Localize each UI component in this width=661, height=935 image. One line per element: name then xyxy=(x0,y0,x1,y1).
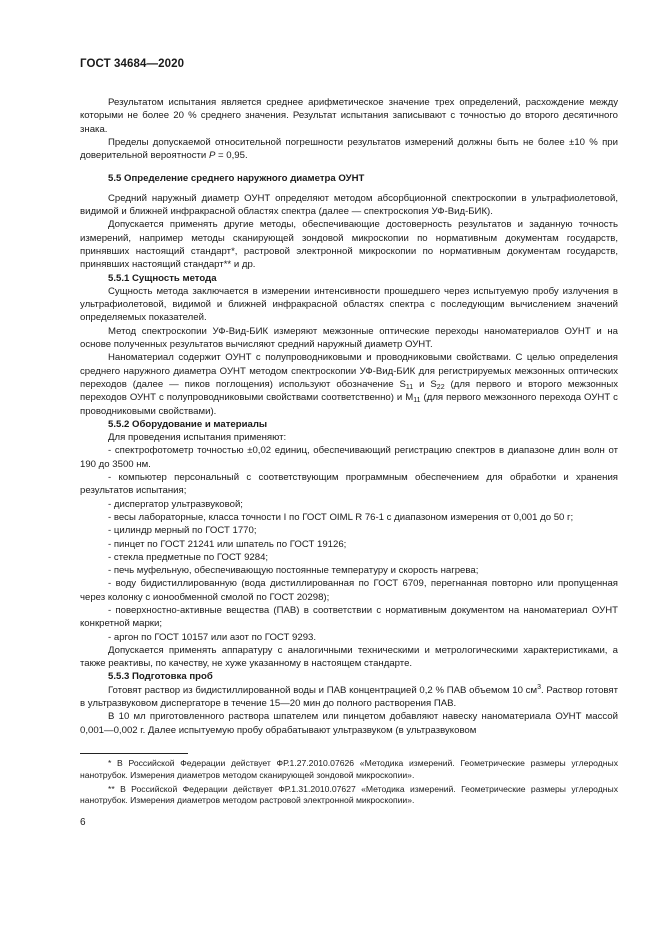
section-heading-5-5: 5.5 Определение среднего наружного диаметра ОУНТ xyxy=(108,173,365,185)
probability-variable: P xyxy=(208,150,216,162)
superscript-cm3: 3 xyxy=(537,683,541,691)
section-heading-5-5-2: 5.5.2 Оборудование и материалы xyxy=(108,418,268,430)
document-header: ГОСТ 34684—2020 xyxy=(80,58,185,70)
section-heading-5-5-3: 5.5.3 Подготовка проб xyxy=(108,671,213,683)
paragraph-sample-prep: В 10 мл приготовленного раствора шпателем или пинцетом добавляют навеску наноматериала ОУНТ массой 0,001—0,002 г. Далее испытуемую пробу обрабатывают ультразвуком (в ультразвуковом xyxy=(80,711,618,736)
equipment-item: - пинцет по ГОСТ 21241 или шпатель по ГОСТ 19126; xyxy=(108,538,347,550)
equipment-item: - стекла предметные по ГОСТ 9284; xyxy=(108,551,269,563)
nanomaterial-text-c: (для первого и второго межзонных переходов ОУНТ с полупроводниковыми свойствами соответственно) и M xyxy=(80,378,619,404)
solution-prep-text-b: . Раствор готовят в ультразвуковом диспергаторе в течение 15—20 мин до полного растворения ПАВ. xyxy=(80,684,618,710)
equipment-item: - весы лабораторные, класса точности I по ГОСТ OIML R 76-1 с диапазоном измерения от 0,001 до 50 г; xyxy=(108,511,574,523)
equipment-item: - спектрофотометр точностью ±0,02 единиц, обеспечивающий регистрацию спектров в диапазоне длин волн от 190 до 3500 нм. xyxy=(80,445,618,470)
equipment-item: - печь муфельную, обеспечивающую постоянные температуру и скорость нагрева; xyxy=(108,565,479,577)
footnote-1: * В Российской Федерации действует ФР.1.27.2010.07626 «Методика измерений. Геометрические размеры углеродных нанотрубок. Измерения диаметров методом сканирующей зондовой микроскопии». xyxy=(80,757,618,780)
section-heading-5-5-1: 5.5.1 Сущность метода xyxy=(108,272,217,284)
paragraph-method-definition: Средний наружный диаметр ОУНТ определяют методом абсорбционной спектроскопии в ультрафиолетовой, видимой и ближней инфракрасной областях спектра (далее — спектроскопия УФ-Вид-БИК). xyxy=(80,192,618,218)
paragraph-solution-prep xyxy=(80,684,618,711)
subscript-s22: 22 xyxy=(436,383,445,391)
nanomaterial-text-b: и S xyxy=(413,378,437,390)
equipment-item: - аргон по ГОСТ 10157 или азот по ГОСТ 9293. xyxy=(108,631,317,643)
error-limits-text: Пределы допускаемой относительной погрешности результатов измерений должны быть не более ±10 % при доверительной вероятности xyxy=(80,136,618,162)
nanomaterial-text-d: (для первого межзонного перехода ОУНТ с проводниковыми свойствами). xyxy=(80,392,618,417)
equipment-item: - диспергатор ультразвуковой; xyxy=(108,498,243,510)
subscript-m11: 11 xyxy=(413,397,421,405)
paragraph-alternative-methods: Допускается применять другие методы, обеспечивающие достоверность результатов и заданную точность измерений, например методы сканирующей зондовой микроскопии по нормативным документам государств, принявших настоящий стандарт*, растровой электронной микроскопии по нормативным документам государств, принявших настоящий стандарт** и др. xyxy=(80,219,618,271)
paragraph-equipment-intro: Для проведения испытания применяют: xyxy=(108,432,287,444)
page-number: 6 xyxy=(80,817,86,829)
paragraph-method-essence: Сущность метода заключается в измерении интенсивности прошедшего через испытуемую пробу излучения в ультрафиолетовой, видимой и ближней инфракрасной областях спектра с последующим вычислением значений определяемых показателей. xyxy=(80,285,618,324)
footnote-2: ** В Российской Федерации действует ФР.1.31.2010.07627 «Методика измерений. Геометрические размеры углеродных нанотрубок. Измерения диаметров методом растровой электронной микроскопии». xyxy=(80,783,618,806)
solution-prep-text-a: Готовят раствор из бидистиллированной воды и ПАВ концентрацией 0,2 % ПАВ объемом 10 см xyxy=(108,684,538,696)
subscript-s11: 11 xyxy=(405,383,414,391)
equipment-item: - поверхностно-активные вещества (ПАВ) в соответствии с нормативным документом на наноматериал ОУНТ конкретной марки; xyxy=(80,604,618,630)
document-page xyxy=(80,58,618,828)
paragraph-equivalent-apparatus: Допускается применять аппаратуру с аналогичными техническими и метрологическими характеристиками, а также реактивы, по качеству, не хуже указанному в настоящем стандарте. xyxy=(80,644,618,670)
equipment-item: - компьютер персональный с соответствующим программным обеспечением для обработки и хранения результатов испытания; xyxy=(80,472,618,497)
equipment-item: - воду бидистиллированную (вода дистиллированная по ГОСТ 6709, перегнанная повторно или пропущенная через колонку с ионообменной смолой по ГОСТ 20298); xyxy=(80,578,618,603)
paragraph-nanomaterial xyxy=(80,351,618,417)
error-limits-value: = 0,95. xyxy=(215,150,248,162)
paragraph-result-average: Результатом испытания является среднее арифметическое значение трех определений, расхождение между которыми не более 20 % среднего значения. Результат испытания записывают с точностью до второго десятичного знака. xyxy=(80,97,618,135)
nanomaterial-text-a: Наноматериал содержит ОУНТ с полупроводниковыми и проводниковыми свойствами. С целью определения среднего наружного диаметра ОУНТ методом спектроскопии УФ-Вид-БИК для регистрируемых межзонных оптических переходов (далее — пиков поглощения) используют обозначение S xyxy=(80,352,618,390)
paragraph-spectroscopy-method: Метод спектроскопии УФ-Вид-БИК измеряют межзонные оптические переходы наноматериалов ОУНТ и на основе полученных результатов вычисляют средний наружный диаметр ОУНТ. xyxy=(80,325,618,351)
equipment-item: - цилиндр мерный по ГОСТ 1770; xyxy=(108,525,257,537)
paragraph-error-limits xyxy=(80,136,618,163)
footnote-separator xyxy=(80,753,188,754)
